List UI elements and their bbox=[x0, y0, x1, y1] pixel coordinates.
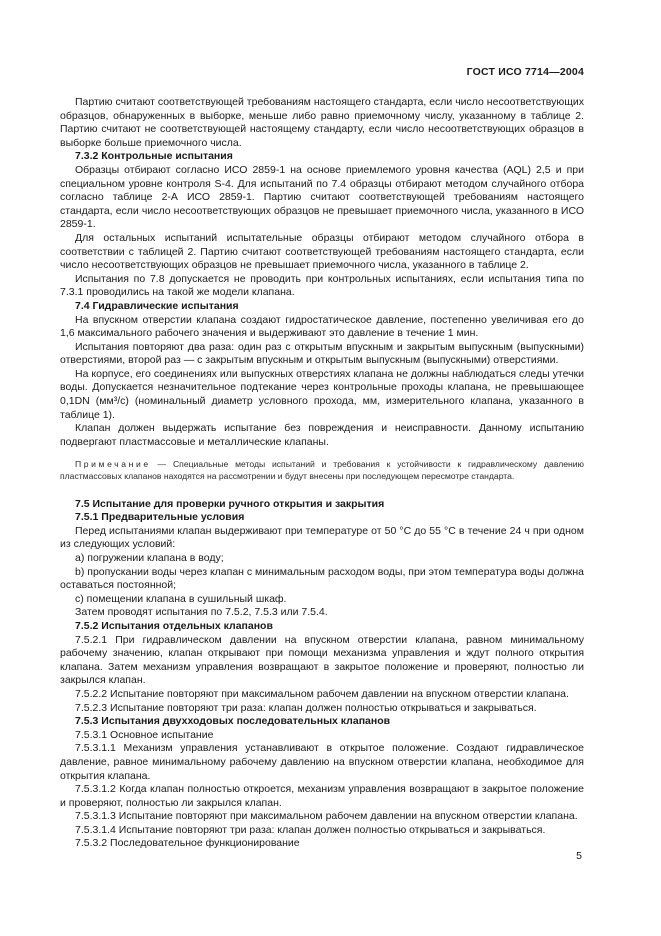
list-item: 7.5.2.3 Испытание повторяют три раза: клапан должен полностью открываться и закрываться. bbox=[75, 701, 537, 714]
paragraph: Испытания повторяют два раза: один раз с открытым впускным и закрытым выпускным (выпускными) отверстиями, второй раз — с закрытым впускным и открытым выпускным (выпускными) отверстиями. bbox=[60, 340, 584, 367]
list-item: 7.5.2.2 Испытание повторяют при максимальном рабочем давлении на впускном отверстии клапана. bbox=[75, 687, 569, 700]
paragraph: Перед испытаниями клапан выдерживают при температуре от 50 °С до 55 °С в течение 24 ч при одном из следующих условий: bbox=[60, 524, 584, 551]
section-heading: 7.5.3 Испытания двухходовых последовательных клапанов bbox=[75, 715, 391, 728]
paragraph: 7.5.2.1 При гидравлическом давлении на впускном отверстии клапана, равном минимальному рабочему значению, клапан открывают при помощи механизма управления и ждут полного открытия клапана. Затем механизм управления возвращают в закрытое положение и проверяют, полностью ли закрылся клапан. bbox=[60, 633, 584, 687]
paragraph: Для остальных испытаний испытательные образцы отбирают методом случайного отбора в соответствии с таблицей 2. Партию считают соответствующей требованиям настоящего стандарта, если число несоответствующих образцов не превышает приемочного числа, указанного в таблице 2. bbox=[60, 231, 584, 272]
section-heading: 7.5.1 Предварительные условия bbox=[75, 511, 245, 524]
note-text: — Специальные методы испытаний и требования к устойчивости к гидравлическому давлению пластмассовых клапанов находятся на рассмотрении и будут внесены при последующем пересмотре стандарта. bbox=[60, 459, 584, 482]
note bbox=[60, 459, 584, 482]
paragraph: Клапан должен выдержать испытание без повреждения и неисправности. Данному испытанию подвергают пластмассовые и металлические клапаны. bbox=[60, 422, 584, 448]
paragraph: На впускном отверстии клапана создают гидростатическое давление, постепенно увеличивая его до 1,6 максимального рабочего значения и выдерживают это давление в течение 1 мин. bbox=[60, 313, 584, 340]
paragraph: 7.5.3.1.3 Испытание повторяют при максимальном рабочем давлении на впускном отверстии клапана. bbox=[75, 810, 578, 823]
list-item: c) помещении клапана в сушильный шкаф. bbox=[75, 592, 287, 605]
section-heading: 7.5 Испытание для проверки ручного открытия и закрытия bbox=[75, 497, 385, 510]
paragraph: На корпусе, его соединениях или выпускных отверстиях клапана не должны наблюдаться следы утечки воды. Допускается незначительное подтекание через контрольные проходы клапана, не превышающее 0,1DN (мм³/с) (номинальный диаметр условного прохода, мм, измерительного клапана, указанного в таблице 1). bbox=[60, 367, 584, 421]
list-item: 7.5.3.1.4 Испытание повторяют три раза: клапан должен полностью открываться и закрываться. bbox=[75, 823, 546, 836]
section-heading: 7.3.2 Контрольные испытания bbox=[75, 150, 233, 163]
page-number: 5 bbox=[576, 850, 582, 862]
list-item: a) погружении клапана в воду; bbox=[75, 552, 224, 564]
paragraph: 7.5.3.1.2 Когда клапан полностью откроется, механизм управления возвращают в закрытое положение и проверяют, полностью ли закрылся клапан. bbox=[60, 783, 584, 809]
paragraph: 7.5.3.1.1 Механизм управления устанавливают в открытое положение. Создают гидравлическое давление, равное минимальному рабочему давлению на впускном отверстии клапана, необходимое для открытия клапана. bbox=[60, 742, 584, 782]
paragraph: Партию считают соответствующей требованиям настоящего стандарта, если число несоответствующих образцов, обнаруженных в выборке, меньше либо равно приемочному числу, указанному в таблице 2. Партию считают не соответствующей настоящему стандарту, если число несоответствующих образцов в выборке больше приемочного числа. bbox=[60, 96, 584, 149]
paragraph: Образцы отбирают согласно ИСО 2859-1 на основе приемлемого уровня качества (AQL) 2,5 и при специальном уровне контроля S-4. Для испытаний по 7.4 образцы отбирают методом случайного отбора согласно таблице 2-А ИСО 2859-1. Партию считают соответствующей требованиям настоящего стандарта, если число несоответствующих образцов не превышает приемочного числа, указанного в ИСО 2859-1. bbox=[60, 163, 584, 231]
list-item: 7.5.3.1 Основное испытание bbox=[75, 728, 214, 741]
paragraph: b) пропускании воды через клапан с минимальным расходом воды, при этом температура воды должна оставаться постоянной; bbox=[60, 565, 584, 592]
note-label: Примечание bbox=[75, 459, 151, 470]
paragraph: Испытания по 7.8 допускается не проводить при контрольных испытаниях, если испытания типа по 7.3.1 проводились на такой же модели клапана. bbox=[60, 272, 584, 299]
document-header: ГОСТ ИСО 7714—2004 bbox=[466, 66, 584, 78]
section-heading: 7.5.2 Испытания отдельных клапанов bbox=[75, 619, 273, 632]
list-item: Затем проводят испытания по 7.5.2, 7.5.3 или 7.5.4. bbox=[75, 606, 328, 619]
page-body bbox=[60, 96, 584, 851]
section-heading: 7.4 Гидравлические испытания bbox=[75, 299, 239, 312]
list-item: 7.5.3.2 Последовательное функционирование bbox=[75, 837, 300, 850]
